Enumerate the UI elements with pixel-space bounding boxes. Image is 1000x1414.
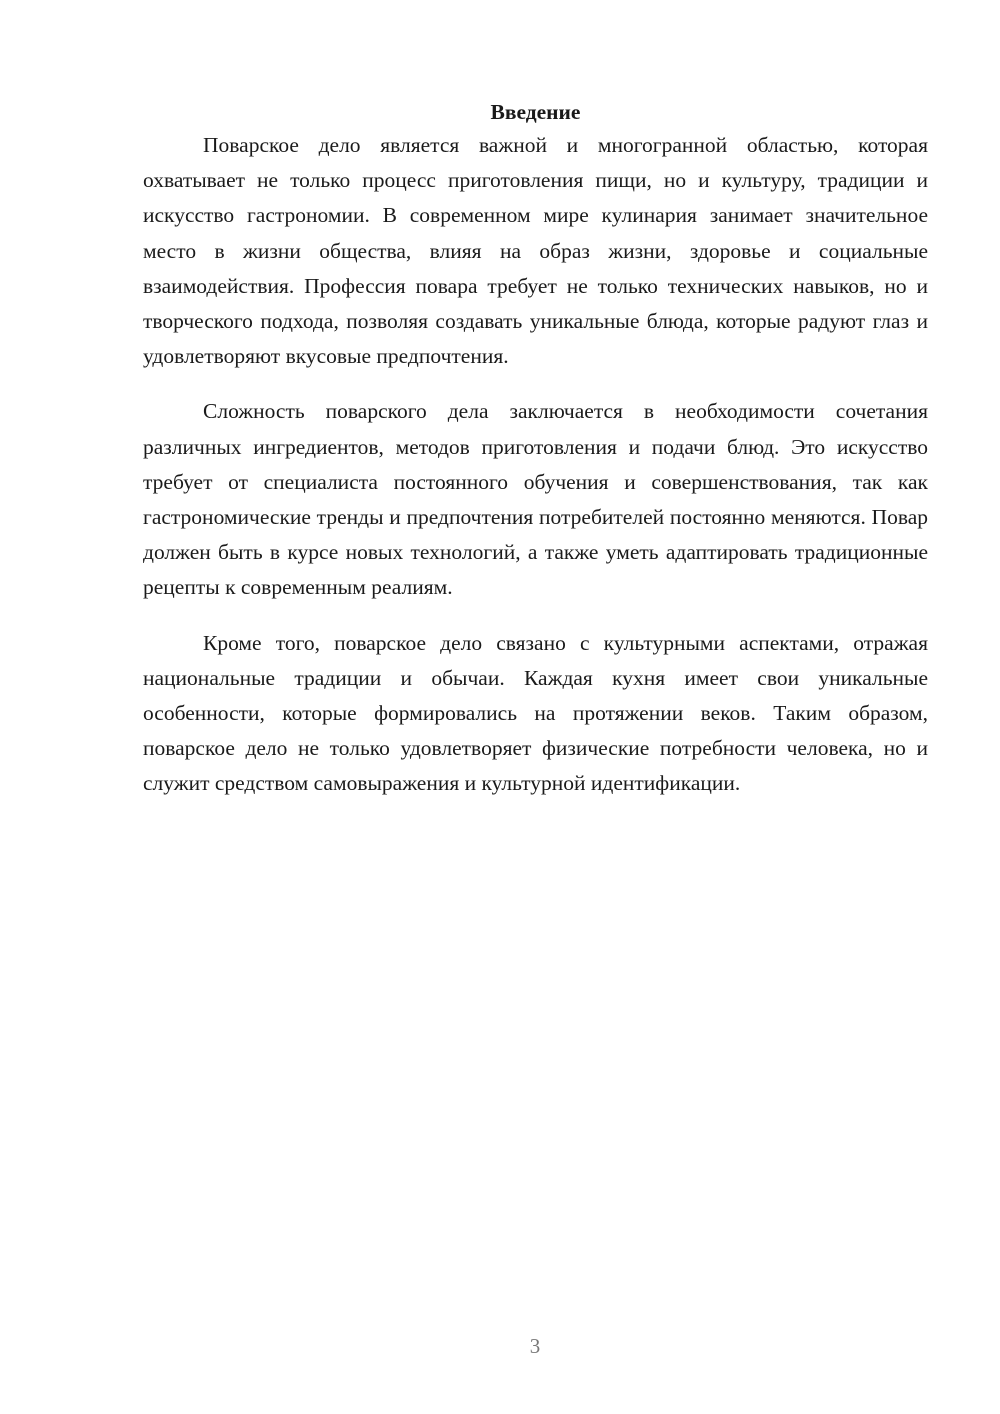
paragraph-1: Поварское дело является важной и многогранной областью, которая охватывает не только процесс приготовления пищи, но и культуру, традиции и искусство гастрономии. В современном мире кулинария занимает значительное место в жизни общества, влияя на образ жизни, здоровье и социальные взаимодействия. Профессия повара требует не только технических навыков, но и творческого подхода, позволяя создавать уникальные блюда, которые радуют глаз и удовлетворяют вкусовые предпочтения. — [143, 133, 928, 369]
page-body — [143, 96, 928, 802]
section-heading: Введение — [490, 100, 581, 124]
paragraph-2: Сложность поварского дела заключается в необходимости сочетания различных ингредиентов, методов приготовления и подачи блюд. Это искусство требует от специалиста постоянного обучения и совершенствования, так как гастрономические тренды и предпочтения потребителей постоянно меняются. Повар должен быть в курсе новых технологий, а также уметь адаптировать традиционные рецепты к современным реалиям. — [143, 399, 928, 600]
paragraph-3: Кроме того, поварское дело связано с культурными аспектами, отражая национальные традиции и обычаи. Каждая кухня имеет свои уникальные особенности, которые формировались на протяжении веков. Таким образом, поварское дело не только удовлетворяет физические потребности человека, но и служит средством самовыражения и культурной идентификации. — [143, 630, 928, 796]
page-number: 3 — [529, 1334, 541, 1358]
